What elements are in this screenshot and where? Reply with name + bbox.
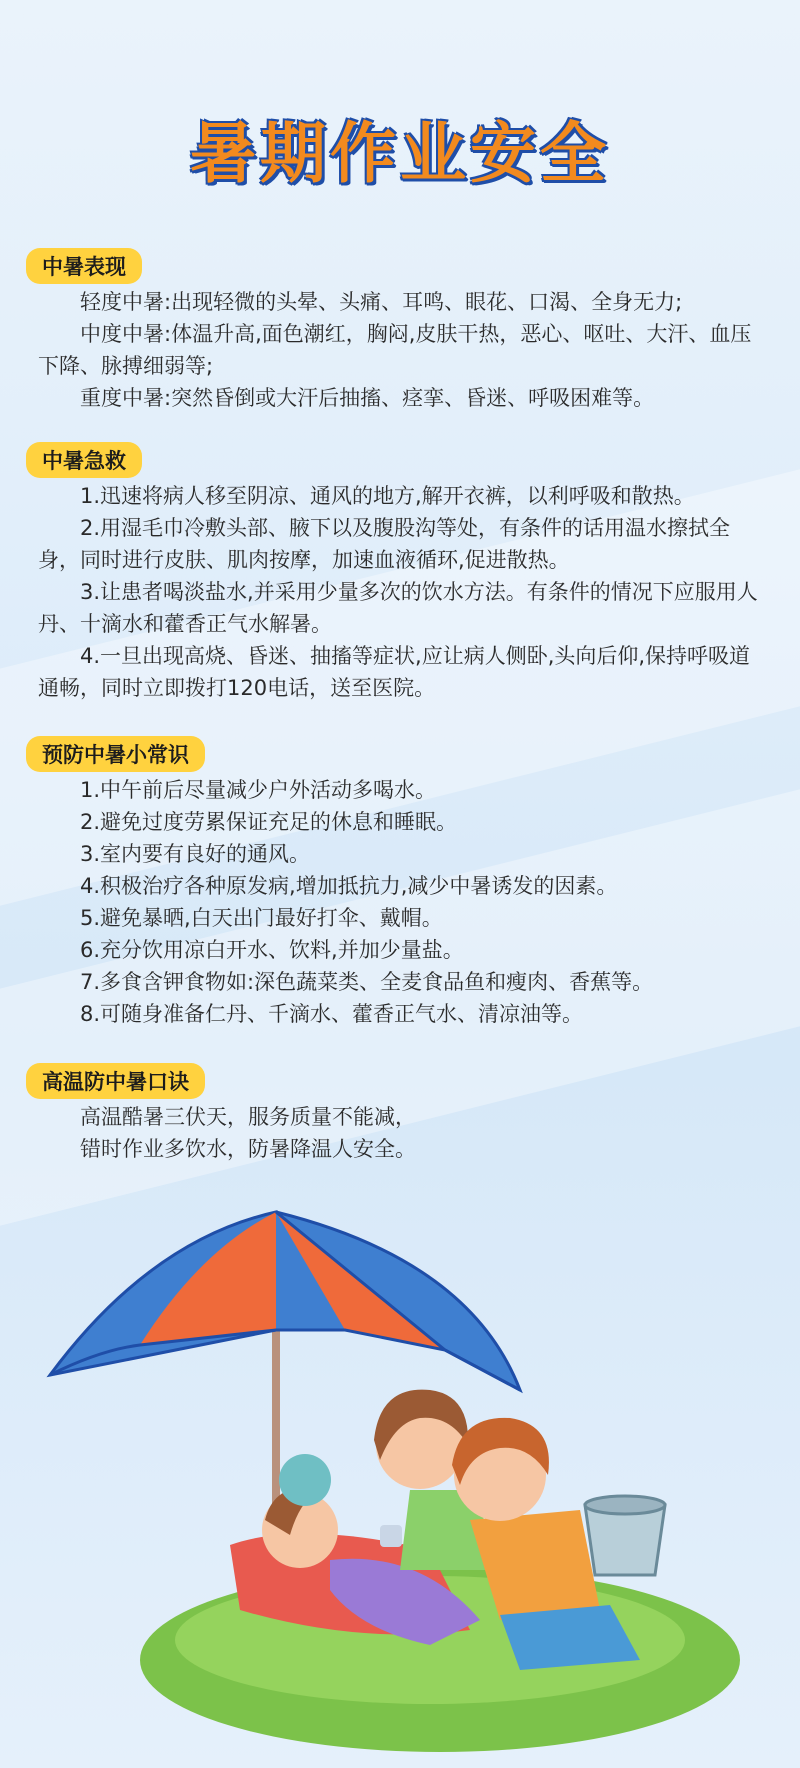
cup-icon: [380, 1525, 402, 1547]
paragraph: 3.让患者喝淡盐水,并采用少量多次的饮水方法。有条件的情况下应服用人丹、十滴水和藿香正气水解暑。: [38, 580, 758, 636]
page-title: 暑期作业安全: [190, 115, 610, 192]
section-heading: 高温防中暑口诀: [26, 1063, 205, 1099]
paragraph: 4.一旦出现高烧、昏迷、抽搐等症状,应让病人侧卧,头向后仰,保持呼吸道通畅，同时立即拨打120电话，送至医院。: [38, 644, 751, 700]
illustration: [0, 1190, 800, 1768]
section-heading: 中暑表现: [26, 248, 142, 284]
list-item: 3.室内要有良好的通风。: [80, 842, 311, 866]
section-heading: 中暑急救: [26, 442, 142, 478]
section-rhyme: [38, 1063, 768, 1165]
section-symptoms: [38, 248, 768, 414]
list-item: 8.可随身准备仁丹、千滴水、藿香正气水、清凉油等。: [80, 1002, 584, 1026]
list-item: 2.避免过度劳累保证充足的休息和睡眠。: [80, 810, 458, 834]
paragraph: 轻度中暑:出现轻微的头晕、头痛、耳鸣、眼花、口渴、全身无力;: [80, 290, 683, 314]
paragraph: 高温酷暑三伏天，服务质量不能减，: [80, 1105, 416, 1129]
fan-icon: [279, 1454, 331, 1506]
paragraph: 中度中暑:体温升高,面色潮红，胸闷,皮肤干热，恶心、呕吐、大汗、血压下降、脉搏细弱等;: [38, 322, 752, 378]
paragraph: 错时作业多饮水，防暑降温人安全。: [80, 1137, 416, 1161]
list-item: 1.中午前后尽量减少户外活动多喝水。: [80, 778, 437, 802]
bucket-icon: [585, 1496, 665, 1575]
paragraph: 2.用湿毛巾冷敷头部、腋下以及腹股沟等处，有条件的话用温水擦拭全身，同时进行皮肤、肌肉按摩，加速血液循环,促进散热。: [38, 516, 731, 572]
list-item: 7.多食含钾食物如:深色蔬菜类、全麦食品鱼和瘦肉、香蕉等。: [80, 970, 654, 994]
section-first-aid: [38, 442, 768, 704]
umbrella-icon: [50, 1212, 520, 1390]
section-prevention: [38, 736, 768, 1030]
list-item: 4.积极治疗各种原发病,增加抵抗力,减少中暑诱发的因素。: [80, 874, 618, 898]
list-item: 6.充分饮用凉白开水、饮料,并加少量盐。: [80, 938, 464, 962]
paragraph: 重度中暑:突然昏倒或大汗后抽搐、痉挛、昏迷、呼吸困难等。: [80, 386, 655, 410]
section-heading: 预防中暑小常识: [26, 736, 205, 772]
paragraph: 1.迅速将病人移至阴凉、通风的地方,解开衣裤，以利呼吸和散热。: [80, 484, 695, 508]
list-item: 5.避免暴晒,白天出门最好打伞、戴帽。: [80, 906, 443, 930]
